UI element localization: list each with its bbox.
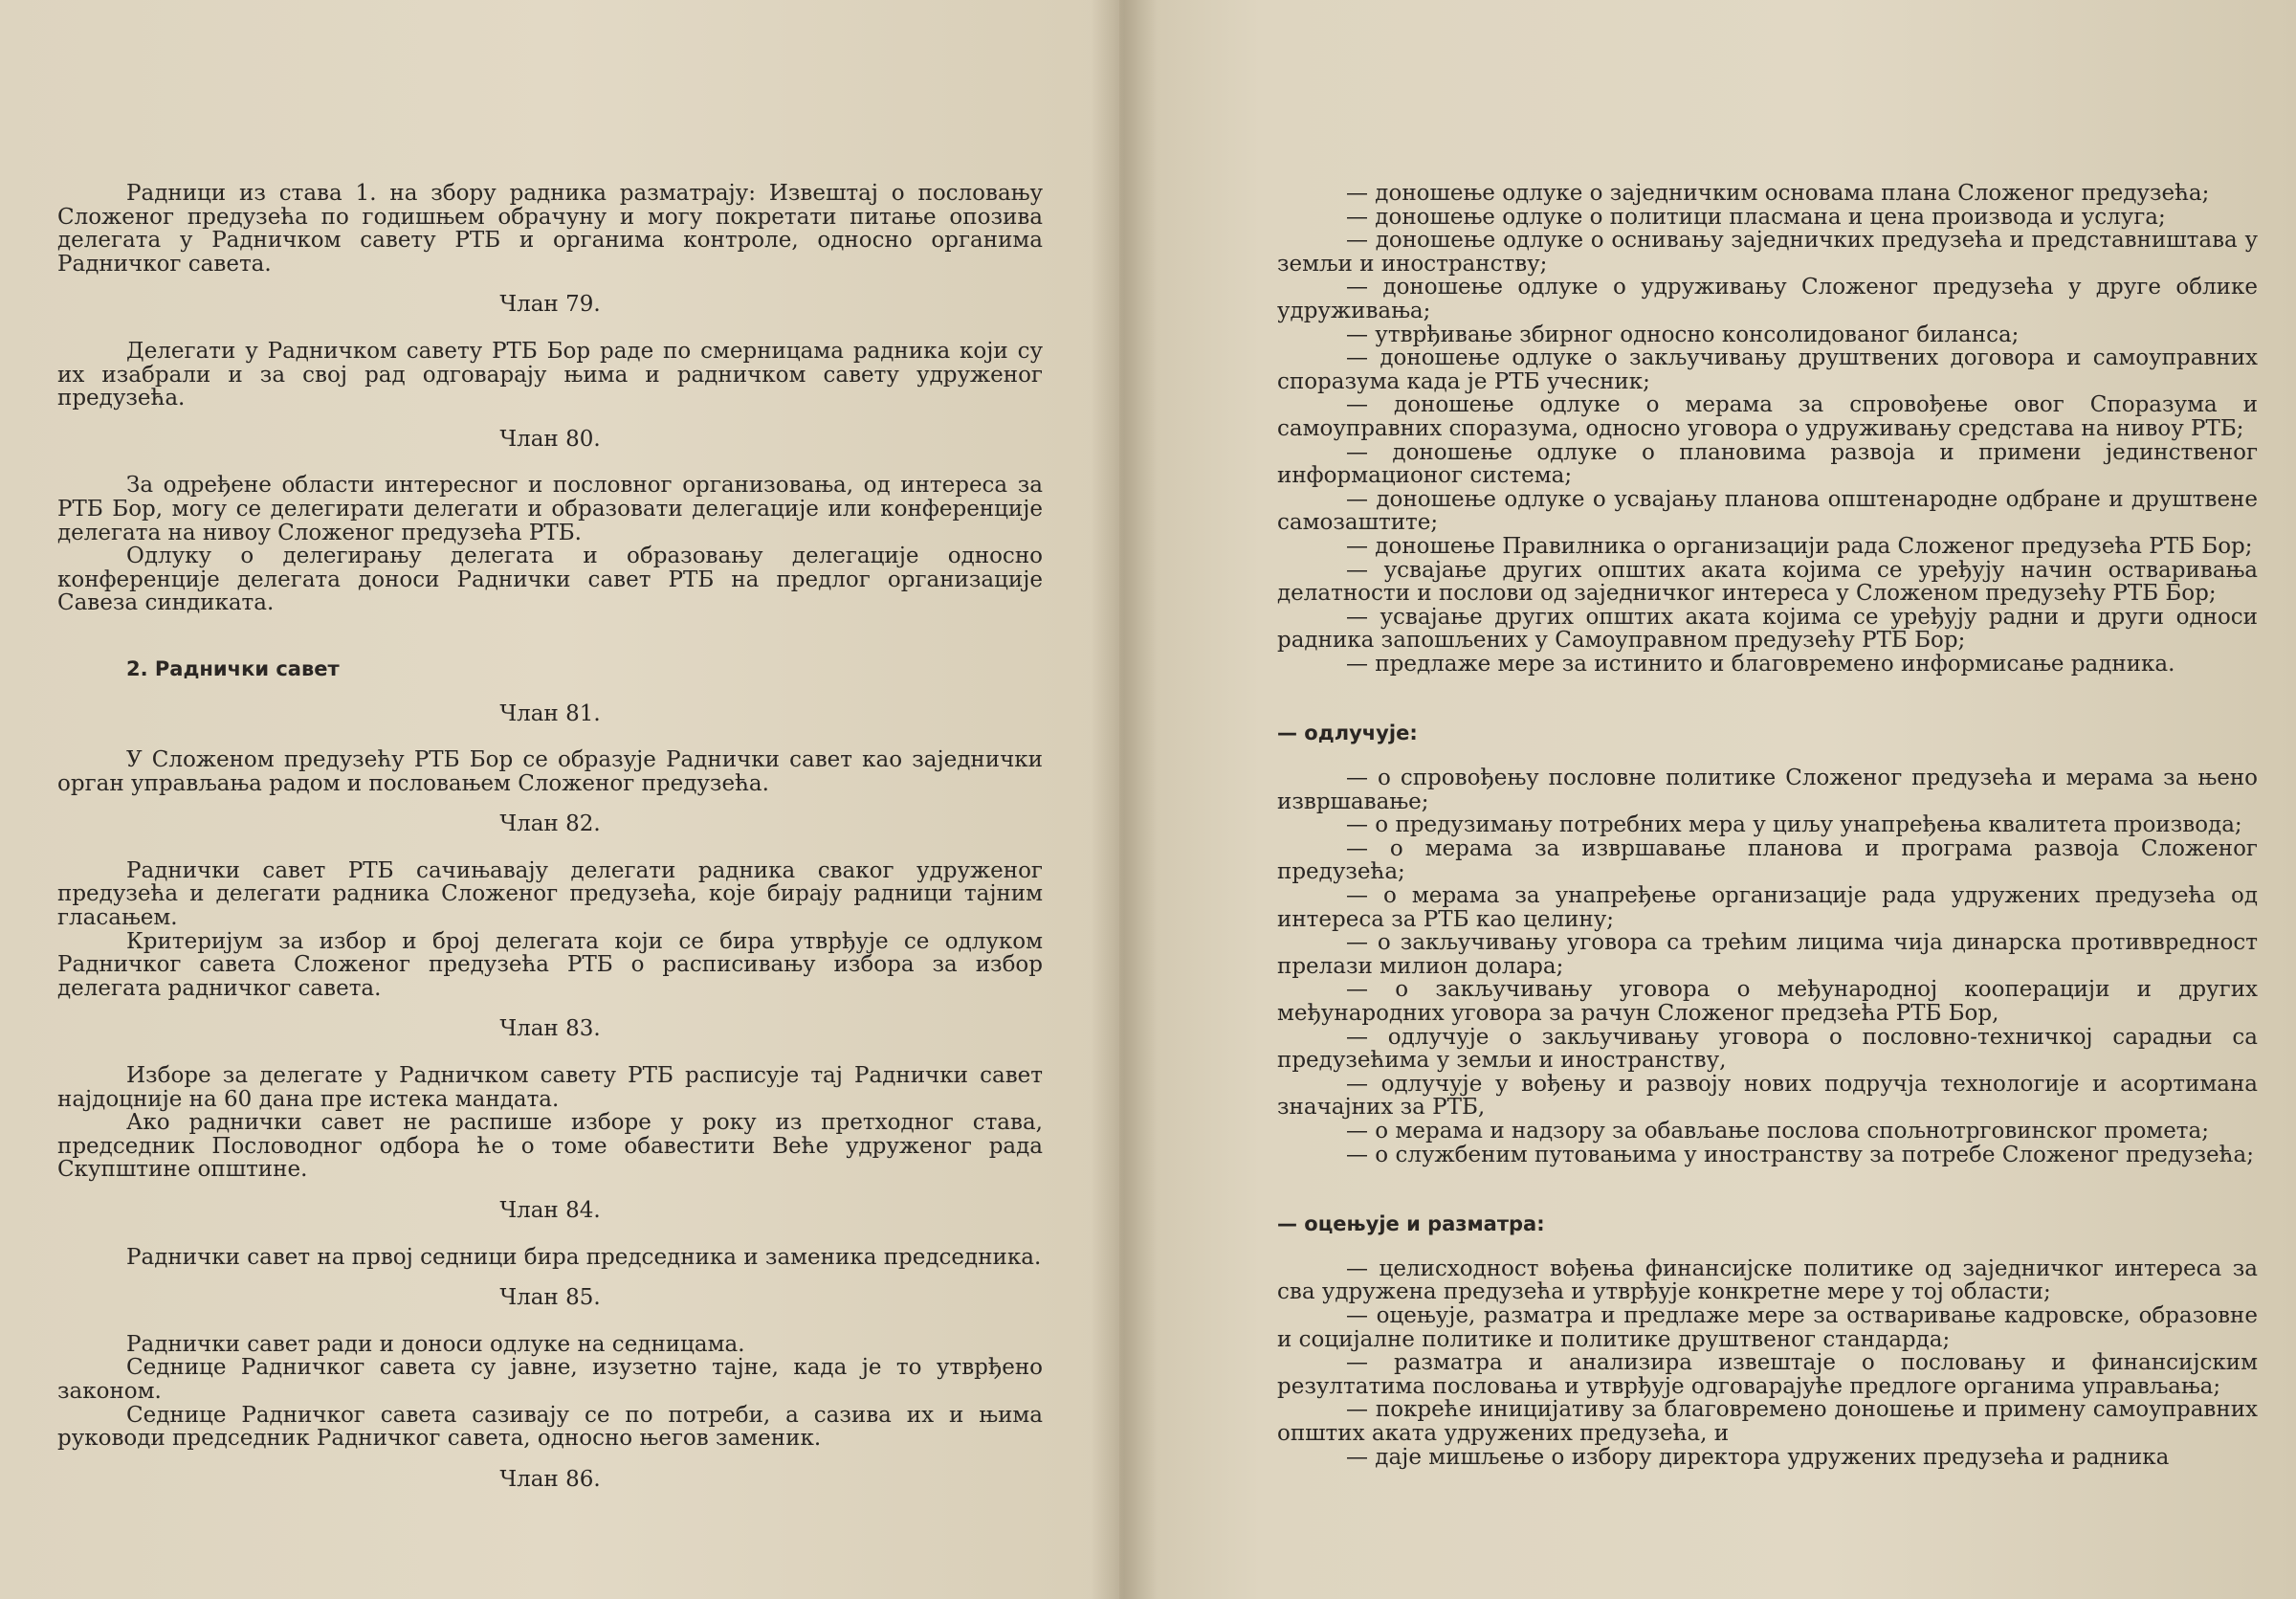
article-heading: Члан 85. xyxy=(499,1285,601,1311)
list-item: — доношење одлуке о политици пласмана и цена производа и услуга; xyxy=(1346,204,2166,230)
list-item: — о службеним путовањима у иностранству за потребе Сложеног предузећа; xyxy=(1346,1142,2254,1167)
list-item: — даје мишљење о избору директора удружених предузећа и радника xyxy=(1346,1444,2170,1470)
list-item: — доношење одлуке о оснивању заједничких предузећа и представништава у земљи и иностранству; xyxy=(1277,228,2258,277)
article-heading: Члан 83. xyxy=(499,1016,601,1042)
article-heading: Члан 79. xyxy=(499,292,601,318)
list-item: — о мерама за извршавање планова и програма развоја Сложеног предузећа; xyxy=(1277,835,2258,885)
list-item: — доношење одлуке о мерама за спровођење овог Споразума и самоуправних споразума, односно уговора о удруживању средстава на нивоу РТБ; xyxy=(1277,392,2258,441)
list-item: — разматра и анализира извештаје о пословању и финансијским резултатима пословања и утврђује одговарајуће предлоге органима управљања; xyxy=(1277,1350,2258,1399)
paragraph: Раднички савет РТБ сачињавају делегати радника сваког удруженог предузећа и делегати радника Сложеног предузећа, које бирају радници тајним гласањем. xyxy=(57,857,1043,931)
list-group-2 xyxy=(1277,766,2258,1166)
article-heading: Члан 86. xyxy=(499,1466,601,1492)
right-page xyxy=(1119,0,2296,1599)
paragraph: У Сложеном предузећу РТБ Бор се образује Раднички савет као заједнички орган управљања радом и пословањем Сложеног предузећа. xyxy=(57,747,1043,796)
paragraph: Одлуку о делегирању делегата и образовању делегације односно конференције делегата доноси Раднички савет РТБ на предлог организације Савеза синдиката. xyxy=(57,544,1043,616)
list-group-1 xyxy=(1277,182,2258,676)
list-item: — о мерама за унапређење организације рада удружених предузећа од интереса за РТБ као целину; xyxy=(1277,883,2258,932)
list-item: — о закључивању уговора са трећим лицима чија динарска противвредност прелази милион долара; xyxy=(1277,930,2258,979)
list-item: — доношење одлуке о усвајању планова општенародне одбране и друштвене самозаштите; xyxy=(1277,486,2258,536)
list-item: — одлучује о закључивању уговора о пословно-техничкој сарадњи са предузећима у земљи и иностранству, xyxy=(1277,1024,2258,1074)
list-item: — о закључивању уговора о међународној кооперацији и других међународних уговора за рачун Сложеног предзећа РТБ Бор, xyxy=(1277,977,2258,1026)
section-heading-ocenjuje: — оцењује и разматра: xyxy=(1277,1212,1545,1236)
list-group-3 xyxy=(1277,1257,2258,1469)
list-item: — целисходност вођења финансијске политике од заједничког интереса за сва удружена предузећа и утврђује конкретне мере у тој области; xyxy=(1277,1255,2258,1305)
list-item: — оцењује, разматра и предлаже мере за остваривање кадровске, образовне и социјалне политике и политике друштвеног стандарда; xyxy=(1277,1302,2258,1352)
paragraph: Делегати у Радничком савету РТБ Бор раде по смерницама радника који су их изабрали и за свој рад одговарају њима и радничком савету удруженог предузећа. xyxy=(57,338,1043,411)
list-item: — доношење одлуке о заједничким основама плана Сложеног предузећа; xyxy=(1346,181,2210,206)
list-item: — усвајање других општих аката којима се уређују начин остваривања делатности и послови од заједничког интереса у Сложеном предузећу РТБ Бор; xyxy=(1277,557,2258,607)
list-item: — усвајање других општих аката којима се уређују радни и други односи радника запошљених у Самоуправном предузећу РТБ Бор; xyxy=(1277,604,2258,654)
left-page xyxy=(0,0,1119,1599)
left-column xyxy=(57,182,1043,1491)
paragraph: Критеријум за избор и број делегата који се бира утврђује се одлуком Радничког савета Сложеног предузећа РТБ о расписивању избора за избор делегата радничког савета. xyxy=(57,928,1043,1001)
list-item: — покреће иницијативу за благовремено доношење и примену самоуправних општих аката удружених предузећа, и xyxy=(1277,1397,2258,1446)
section-heading: 2. Раднички савет xyxy=(126,656,340,680)
list-item: — доношење одлуке о удруживању Сложеног предузећа у друге облике удруживања; xyxy=(1277,275,2258,323)
list-item: — о мерама и надзору за обављање послова спољнотрговинског промета; xyxy=(1346,1118,2209,1144)
article-heading: Члан 81. xyxy=(499,700,601,726)
list-item: — о спровођењу пословне политике Сложеног предузећа и мерама за њено извршавање; xyxy=(1277,766,2258,814)
paragraph: Радници из става 1. на збору радника разматрају: Извештај о пословању Сложеног предузећа по годишњем обрачуну и могу покретати питање опозива делегата у Радничком савету РТБ и органима контроле, односно органима Радничког савета. xyxy=(57,181,1043,277)
page-gutter xyxy=(1091,0,1158,1599)
paragraph: Раднички савет на првој седници бира председника и заменика председника. xyxy=(126,1244,1042,1270)
list-item: — доношење одлуке о плановима развоја и примени јединственог информационог система; xyxy=(1277,439,2258,489)
paragraph: Седнице Радничког савета су јавне, изузетно тајне, када је то утврђено законом. xyxy=(57,1355,1043,1404)
paragraph: За одређене области интересног и пословног организовања, од интереса за РТБ Бор, могу се делегирати делегати и образовати делегације или конференције делегата на нивоу Сложеног предузећа РТБ. xyxy=(57,473,1043,545)
article-heading: Члан 84. xyxy=(499,1198,601,1223)
article-heading: Члан 82. xyxy=(499,811,601,837)
article-heading: Члан 80. xyxy=(499,426,601,452)
list-item: — доношење Правилника о организацији рада Сложеног предузећа РТБ Бор; xyxy=(1346,533,2253,559)
list-item: — утврђивање збирног односно консолидованог биланса; xyxy=(1346,322,2020,347)
section-heading-odlucuje: — одлучује: xyxy=(1277,722,1418,745)
right-column xyxy=(1277,182,2258,1469)
list-item: — одлучује у вођењу и развоју нових подручја технологије и асортимана значајних за РТБ, xyxy=(1277,1071,2258,1121)
paragraph: Ако раднички савет не распише изборе у року из претходног става, председник Пословодног одбора ће о томе обавестити Веће удруженог рада Скупштине општине. xyxy=(57,1110,1043,1183)
paragraph: Седнице Радничког савета сазивају се по потреби, а сазива их и њима руководи председник Радничког савета, односно његов заменик. xyxy=(57,1402,1043,1452)
paragraph: Раднички савет ради и доноси одлуке на седницама. xyxy=(126,1331,745,1357)
paragraph: Изборе за делегате у Радничком савету РТБ расписује тај Раднички савет најдоцније на 60 дана пре истека мандата. xyxy=(57,1063,1043,1112)
list-item: — предлаже мере за истинито и благовремено информисање радника. xyxy=(1346,651,2175,677)
list-item: — доношење одлуке о закључивању друштвених договора и самоуправних споразума када је РТБ учесник; xyxy=(1277,345,2258,394)
list-item: — о предузимању потребних мера у циљу унапређења квалитета производа; xyxy=(1346,812,2242,838)
